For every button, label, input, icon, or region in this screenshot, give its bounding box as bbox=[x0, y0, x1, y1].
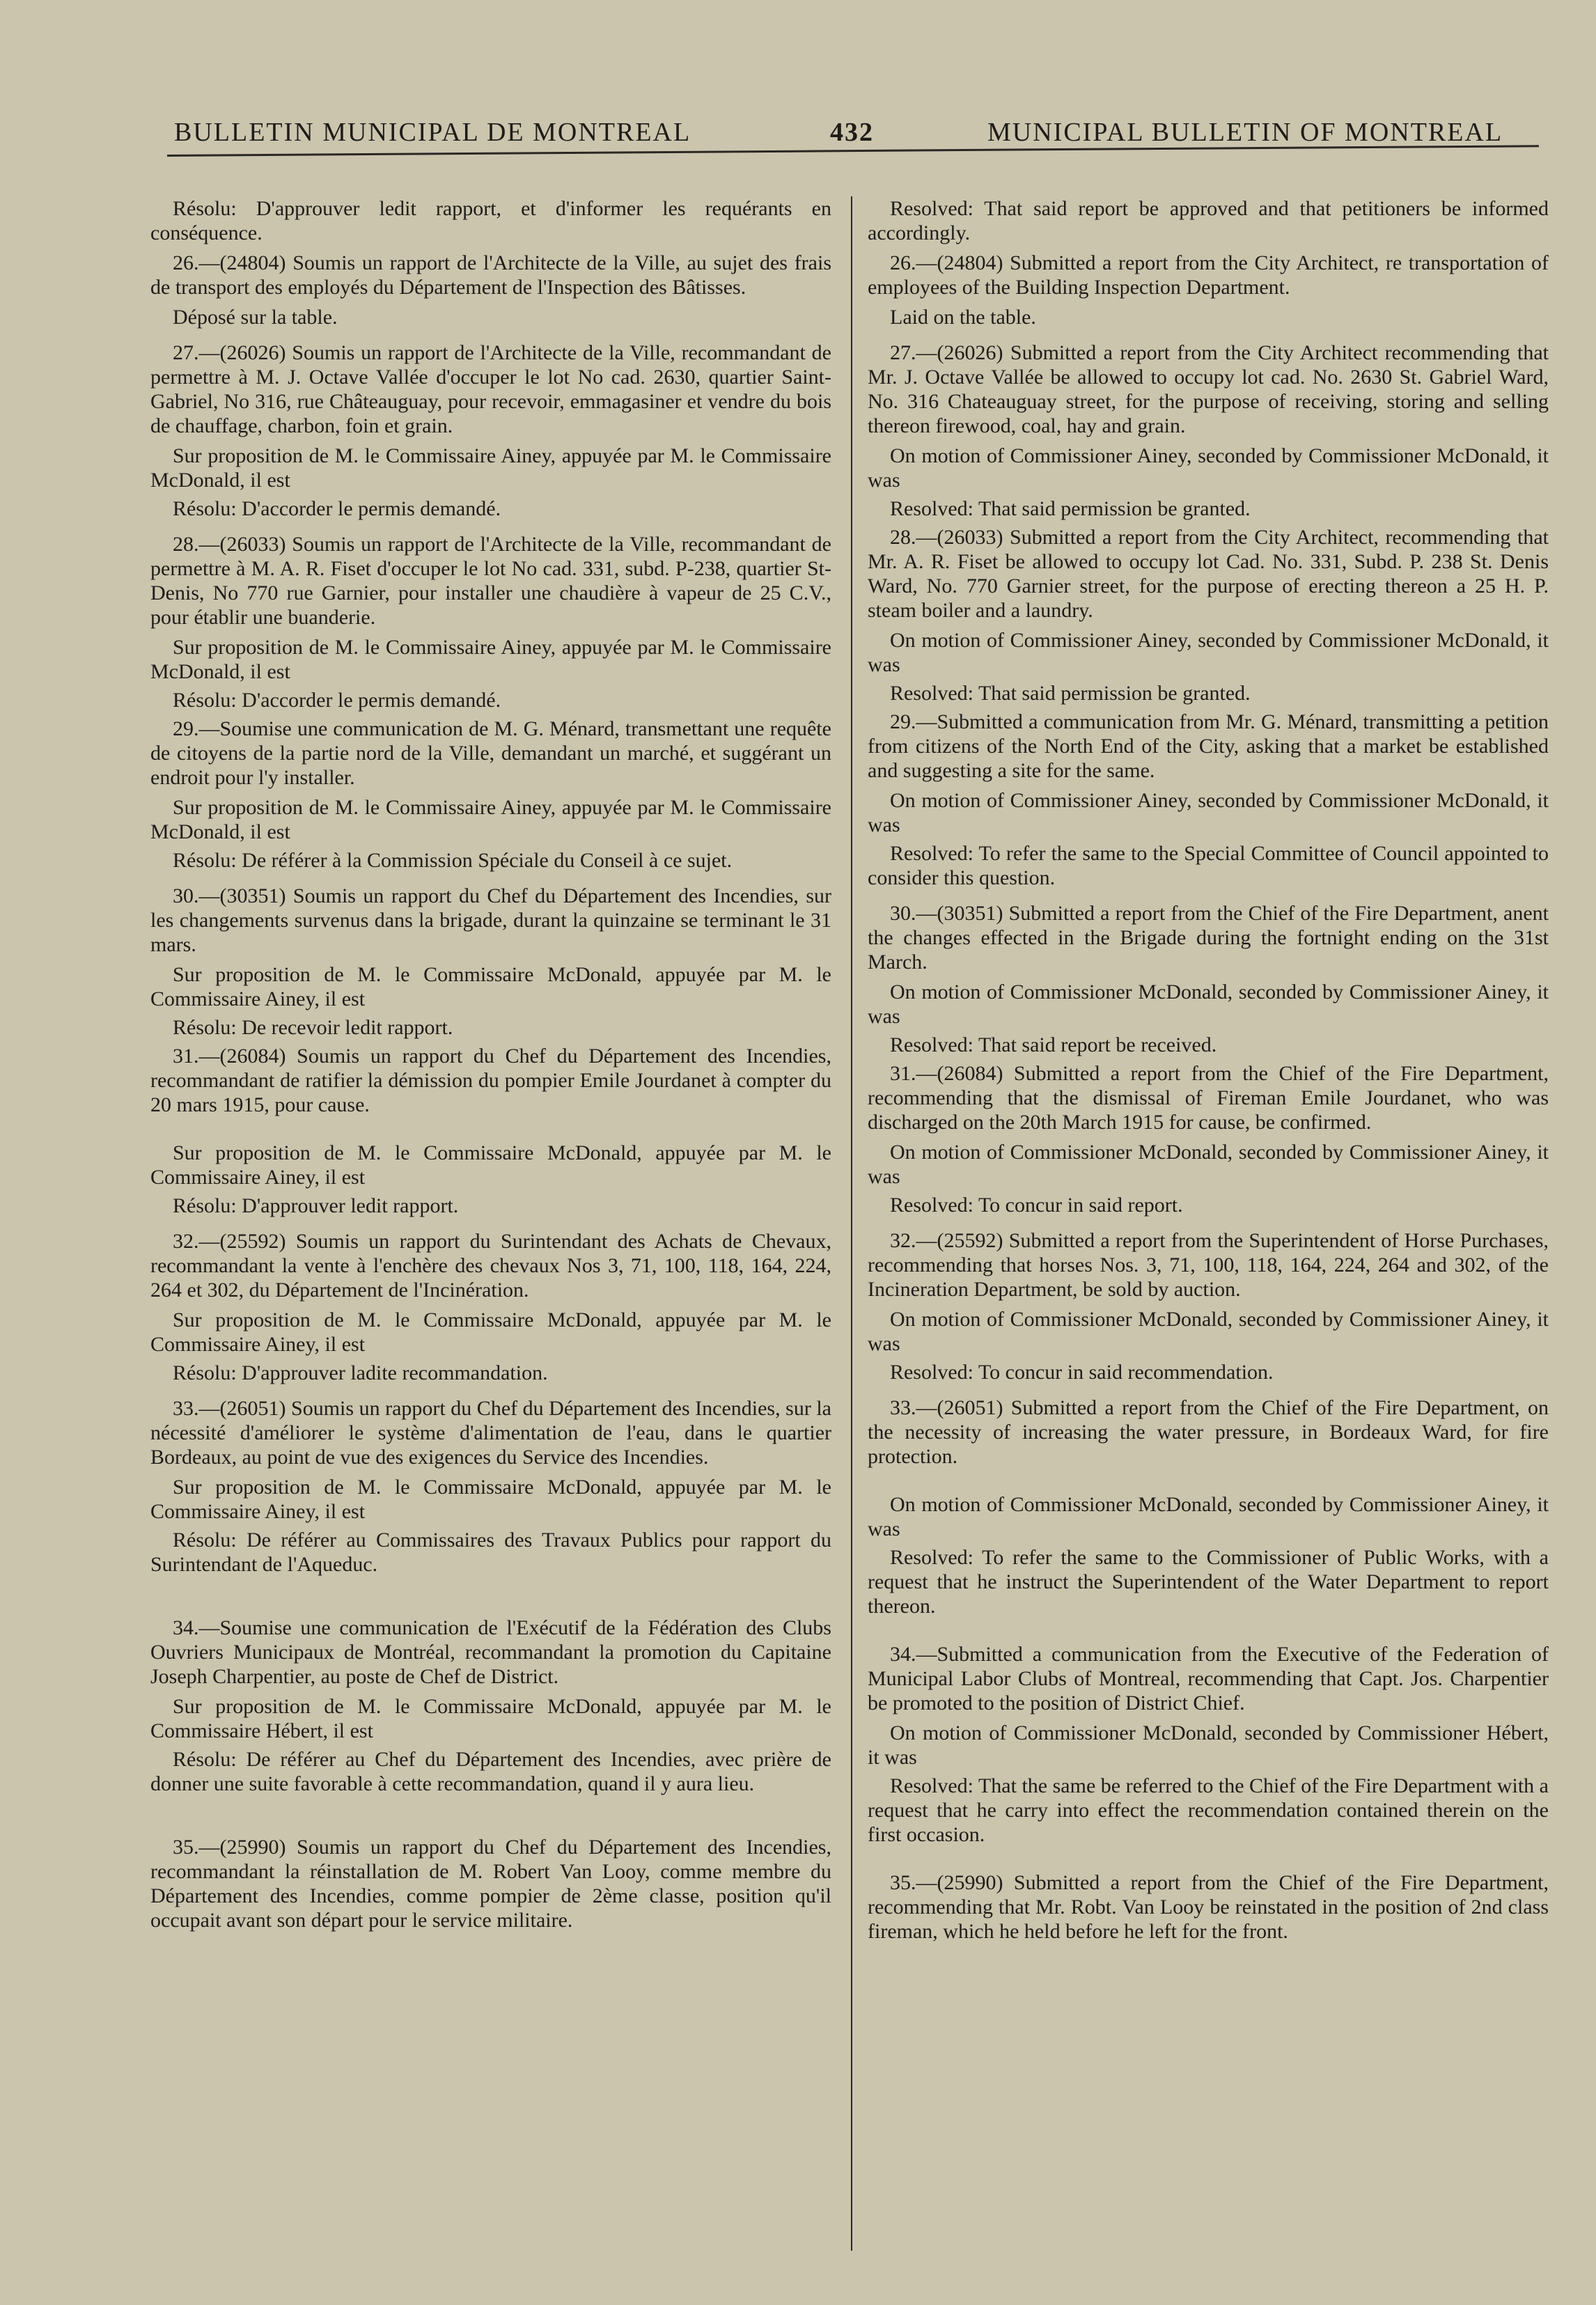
en-resolution: Resolved: To refer the same to the Special Committee of Council appointed to consider this question. bbox=[868, 842, 1549, 889]
fr-motion: Sur proposition de M. le Commissaire McDonald, appuyée par M. le Commissaire Ainey, il est bbox=[150, 963, 831, 1010]
en-motion: On motion of Commissioner McDonald, seconded by Commissioner Ainey, it was bbox=[868, 980, 1549, 1028]
fr-resolution: Résolu: De référer au Chef du Département des Incendies, avec prière de donner une suite favorable à cette recommandation, quand il y aura lieu. bbox=[150, 1748, 831, 1795]
header-right-title: MUNICIPAL BULLETIN OF MONTREAL bbox=[987, 118, 1503, 147]
fr-resolution: Déposé sur la table. bbox=[173, 306, 338, 329]
en-item-28: 28.—(26033) Submitted a report from the City Architect, recommending that Mr. A. R. Fiset be allowed to occupy lot Cad. No. 331, Subd. P. 238 St. Denis Ward, No. 770 Garnier street, for the purpose of erecting thereon a 25 H. P. steam boiler and a laundry. bbox=[868, 526, 1549, 622]
fr-resolution: Résolu: De recevoir ledit rapport. bbox=[173, 1016, 453, 1039]
english-column bbox=[868, 196, 1549, 1949]
fr-item-33: 33.—(26051) Soumis un rapport du Chef du Département des Incendies, sur la nécessité d'améliorer le système d'alimentation de l'eau, dans le quartier Bordeaux, au point de vue des exigences du Service des Incendies. bbox=[150, 1397, 831, 1469]
en-item-29: 29.—Submitted a communication from Mr. G. Ménard, transmitting a petition from citizens of the North End of the City, asking that a market be established and suggesting a site for the same. bbox=[868, 710, 1549, 782]
french-column bbox=[150, 196, 831, 1938]
fr-item-35: 35.—(25990) Soumis un rapport du Chef du Département des Incendies, recommandant la réinstallation de M. Robert Van Looy, comme membre du Département des Incendies, comme pompier de 2ème classe, position qu'il occupait avant son départ pour le service militaire. bbox=[150, 1836, 831, 1932]
en-resolution: Laid on the table. bbox=[890, 306, 1036, 329]
fr-resolution: Résolu: D'accorder le permis demandé. bbox=[173, 689, 501, 712]
fr-item-30: 30.—(30351) Soumis un rapport du Chef du Département des Incendies, sur les changements survenus dans la brigade, durant la quinzaine se terminant le 31 mars. bbox=[150, 884, 831, 956]
fr-resolution: Résolu: De référer au Commissaires des Travaux Publics pour rapport du Surintendant de l'Aqueduc. bbox=[150, 1529, 831, 1576]
en-item-35: 35.—(25990) Submitted a report from the Chief of the Fire Department, recommending that Mr. Robt. Van Looy be reinstated in the position of 2nd class fireman, which he held before he left for the front. bbox=[868, 1871, 1549, 1943]
en-motion: On motion of Commissioner Ainey, seconded by Commissioner McDonald, it was bbox=[868, 444, 1549, 492]
fr-resolution: Résolu: D'approuver ladite recommandation. bbox=[173, 1361, 548, 1384]
fr-resolution: Résolu: D'approuver ledit rapport. bbox=[173, 1194, 459, 1217]
en-motion: On motion of Commissioner McDonald, seconded by Commissioner Ainey, it was bbox=[868, 1308, 1549, 1355]
en-motion: On motion of Commissioner Ainey, seconded by Commissioner McDonald, it was bbox=[868, 629, 1549, 676]
fr-motion: Sur proposition de M. le Commissaire Ainey, appuyée par M. le Commissaire McDonald, il est bbox=[150, 796, 831, 843]
fr-resolution: Résolu: D'approuver ledit rapport, et d'informer les requérants en conséquence. bbox=[150, 197, 831, 244]
fr-item-32: 32.—(25592) Soumis un rapport du Surintendant des Achats de Chevaux, recommandant la vente à l'enchère des chevaux Nos 3, 71, 100, 118, 164, 224, 264 et 302, du Département de l'Incinération. bbox=[150, 1230, 831, 1302]
fr-item-34: 34.—Soumise une communication de l'Exécutif de la Fédération des Clubs Ouvriers Municipaux de Montréal, recommandant la promotion du Capitaine Joseph Charpentier, au poste de Chef de District. bbox=[150, 1616, 831, 1688]
page-number: 432 bbox=[830, 118, 874, 147]
en-item-26: 26.—(24804) Submitted a report from the City Architect, re transportation of employees of the Building Inspection Department. bbox=[868, 251, 1549, 299]
en-resolution: Resolved: That said permission be granted. bbox=[890, 497, 1251, 520]
fr-motion: Sur proposition de M. le Commissaire McDonald, appuyée par M. le Commissaire Hébert, il est bbox=[150, 1695, 831, 1742]
en-resolution: Resolved: That said report be received. bbox=[890, 1033, 1217, 1056]
en-item-33: 33.—(26051) Submitted a report from the Chief of the Fire Department, on the necessity of increasing the water pressure, in Bordeaux Ward, for fire protection. bbox=[868, 1396, 1549, 1468]
fr-item-26: 26.—(24804) Soumis un rapport de l'Architecte de la Ville, au sujet des frais de transport des employés du Département de l'Inspection des Bâtisses. bbox=[150, 251, 831, 299]
fr-item-27: 27.—(26026) Soumis un rapport de l'Architecte de la Ville, recommandant de permettre à M. J. Octave Vallée d'occuper le lot No cad. 2630, quartier Saint-Gabriel, No 316, rue Châteauguay, pour recevoir, emmagasiner et vendre du bois de chauffage, charbon, foin et grain. bbox=[150, 341, 831, 437]
fr-motion: Sur proposition de M. le Commissaire Ainey, appuyée par M. le Commissaire McDonald, il est bbox=[150, 636, 831, 683]
fr-item-28: 28.—(26033) Soumis un rapport de l'Architecte de la Ville, recommandant de permettre à M. A. R. Fiset d'occuper le lot No cad. 331, subd. P-238, quartier St-Denis, No 770 rue Garnier, pour installer une chaudière à vapeur de 25 C.V., pour établir une buanderie. bbox=[150, 533, 831, 629]
en-motion: On motion of Commissioner McDonald, seconded by Commissioner Ainey, it was bbox=[868, 1493, 1549, 1540]
header-left-title: BULLETIN MUNICIPAL DE MONTREAL bbox=[174, 118, 691, 147]
fr-resolution: Résolu: De référer à la Commission Spéciale du Conseil à ce sujet. bbox=[173, 849, 733, 872]
en-item-27: 27.—(26026) Submitted a report from the City Architect recommending that Mr. J. Octave Vallée be allowed to occupy lot cad. No. 2630 St. Gabriel Ward, No. 316 Chateauguay street, for the purpose of receiving, storing and selling thereon firewood, coal, hay and grain. bbox=[868, 341, 1549, 437]
en-motion: On motion of Commissioner McDonald, seconded by Commissioner Hébert, it was bbox=[868, 1721, 1549, 1769]
en-item-34: 34.—Submitted a communication from the Executive of the Federation of Municipal Labor Clubs of Montreal, recommending that Capt. Jos. Charpentier be promoted to the position of District Chief. bbox=[868, 1643, 1549, 1714]
en-item-30: 30.—(30351) Submitted a report from the Chief of the Fire Department, anent the changes effected in the Brigade during the fortnight ending on the 31st March. bbox=[868, 902, 1549, 974]
en-resolution: Resolved: To concur in said recommendation. bbox=[890, 1361, 1274, 1384]
en-item-31: 31.—(26084) Submitted a report from the Chief of the Fire Department, recommending that the dismissal of Fireman Emile Jourdanet, who was discharged on the 20th March 1915 for cause, be confirmed. bbox=[868, 1062, 1549, 1134]
en-resolution: Resolved: That said report be approved and that petitioners be informed accordingly. bbox=[868, 197, 1549, 244]
fr-item-29: 29.—Soumise une communication de M. G. Ménard, transmettant une requête de citoyens de la partie nord de la Ville, demandant un marché, et suggérant un endroit pour l'y installer. bbox=[150, 717, 831, 789]
fr-motion: Sur proposition de M. le Commissaire McDonald, appuyée par M. le Commissaire Ainey, il est bbox=[150, 1476, 831, 1523]
en-resolution: Resolved: That said permission be granted. bbox=[890, 682, 1251, 705]
en-item-32: 32.—(25592) Submitted a report from the Superintendent of Horse Purchases, recommending that horses Nos. 3, 71, 100, 118, 164, 224, 264 and 302, of the Incineration Department, be sold by auction. bbox=[868, 1229, 1549, 1301]
en-motion: On motion of Commissioner McDonald, seconded by Commissioner Ainey, it was bbox=[868, 1141, 1549, 1188]
en-resolution: Resolved: That the same be referred to the Chief of the Fire Department with a request that he carry into effect the recommendation contained therein on the first occasion. bbox=[868, 1774, 1549, 1846]
fr-motion: Sur proposition de M. le Commissaire McDonald, appuyée par M. le Commissaire Ainey, il est bbox=[150, 1308, 831, 1356]
en-resolution: Resolved: To refer the same to the Commissioner of Public Works, with a request that he instruct the Superintendent of the Water Department to report thereon. bbox=[868, 1546, 1549, 1618]
fr-item-31: 31.—(26084) Soumis un rapport du Chef du Département des Incendies, recommandant de ratifier la démission du pompier Emile Jourdanet à compter du 20 mars 1915, pour cause. bbox=[150, 1045, 831, 1116]
fr-resolution: Résolu: D'accorder le permis demandé. bbox=[173, 497, 501, 520]
en-motion: On motion of Commissioner Ainey, seconded by Commissioner McDonald, it was bbox=[868, 789, 1549, 836]
fr-motion: Sur proposition de M. le Commissaire McDonald, appuyée par M. le Commissaire Ainey, il est bbox=[150, 1141, 831, 1189]
column-divider bbox=[851, 196, 852, 2251]
fr-motion: Sur proposition de M. le Commissaire Ainey, appuyée par M. le Commissaire McDonald, il est bbox=[150, 444, 831, 492]
en-resolution: Resolved: To concur in said report. bbox=[890, 1194, 1183, 1217]
